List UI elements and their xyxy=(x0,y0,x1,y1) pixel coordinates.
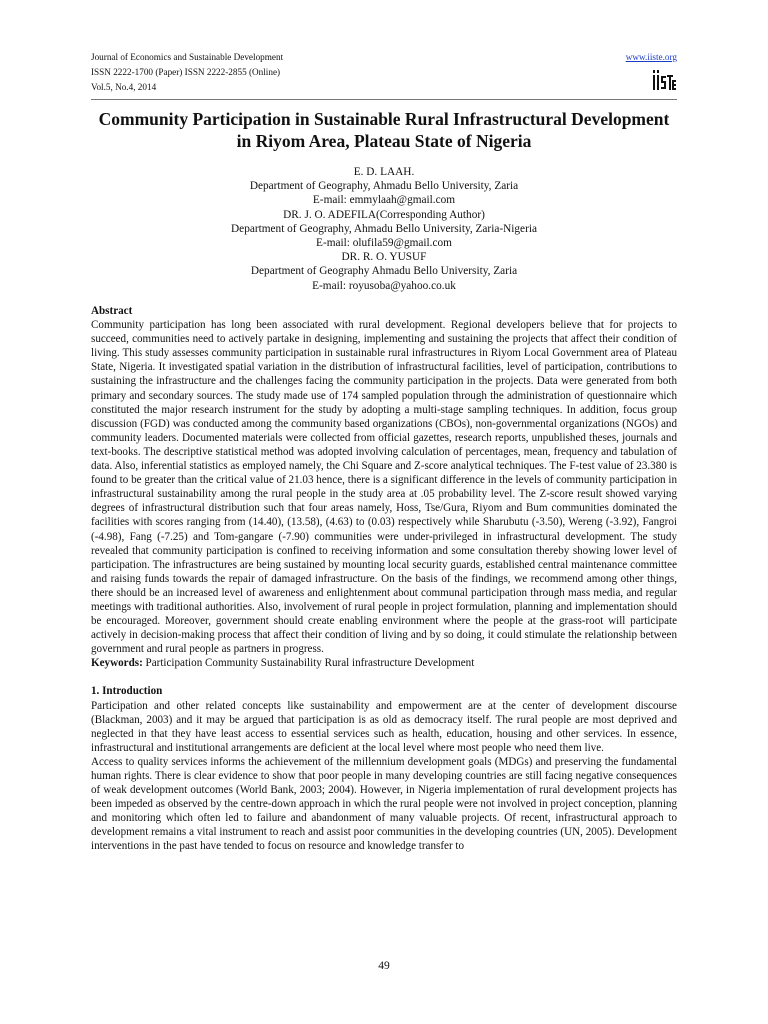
section-spacer xyxy=(91,670,677,684)
journal-header xyxy=(91,50,677,100)
keywords-line xyxy=(91,656,677,670)
author-name: E. D. LAAH. xyxy=(353,166,415,178)
journal-issn: ISSN 2222-1700 (Paper) ISSN 2222-2855 (Online) xyxy=(91,67,281,77)
author-email: E-mail: olufila59@gmail.com xyxy=(316,237,452,250)
author-email: E-mail: emmylaah@gmail.com xyxy=(312,194,456,207)
author-affiliation: Department of Geography, Ahmadu Bello University, Zaria xyxy=(249,180,519,193)
page-number: 49 xyxy=(378,960,390,972)
introduction-heading: 1. Introduction xyxy=(91,685,163,698)
header-divider xyxy=(91,99,677,100)
journal-volume: Vol.5, No.4, 2014 xyxy=(91,82,157,92)
introduction-paragraph: Access to quality services informs the achievement of the millennium development goals (MDGs) and preserving the fundamental human rights. There is clear evidence to show that poor people in many developing countries are still facing negative consequences of weak development outcomes (World Bank, 2003; 2004). However, in Nigeria implementation of rural development projects has been impeded as observed by the centre-down approach in which the rural people were not involved in project conception, planning and monitoring which often led to failure and abandonment of many valuable projects. Of recent, infrastructural approach to development remains a vital instrument to reach and assist poor communities in the developing countries (UN, 2005). Development interventions in the past have tended to focus on resource and knowledge transfer to xyxy=(91,755,677,853)
keywords-text: Participation Community Sustainability Rural infrastructure Development xyxy=(145,657,475,670)
author-email: E-mail: royusoba@yahoo.co.uk xyxy=(312,279,456,292)
paper-body xyxy=(91,304,677,854)
introduction-paragraph: Participation and other related concepts like sustainability and empowerment are at the center of development discourse (Blackman, 2003) and it may be argued that participation is as old as democracy itself. The rural people are most deprived and neglected in that they have least access to essential services such as health, education, housing and other services. In essence, infrastructural and institutional arrangements are deficient at the local level where most people who need them live. xyxy=(91,699,677,754)
author-name: DR. J. O. ADEFILA(Corresponding Author) xyxy=(283,208,485,221)
journal-name: Journal of Economics and Sustainable Development xyxy=(91,52,284,62)
journal-url-link[interactable]: www.iiste.org xyxy=(625,52,677,62)
paper-title: Community Participation in Sustainable Rural Infrastructural Development in Riyom Area, Plateau State of Nigeria xyxy=(98,109,670,151)
iiste-logo-icon xyxy=(651,70,677,92)
keywords-label: Keywords: xyxy=(91,657,143,670)
author-block xyxy=(91,165,677,293)
author-affiliation: Department of Geography Ahmadu Bello University, Zaria xyxy=(250,265,518,278)
abstract-heading: Abstract xyxy=(91,305,133,317)
journal-info xyxy=(91,50,283,95)
author-affiliation: Department of Geography, Ahmadu Bello University, Zaria-Nigeria xyxy=(231,222,537,235)
abstract-text: Community participation has long been associated with rural development. Regional developers believe that for projects to succeed, communities need to actively partake in designing, implementing and sustaining the projects that affect their condition of living. This study assesses community participation in sustainable rural infrastructures in Riyom Local Government area of Plateau State, Nigeria. It investigated spatial variation in the distribution of infrastructural facilities, level of participation, contributions to sustaining the infrastructure and the challenges facing the community participation in the projects. Data were generated from both primary and secondary sources. The study made use of 174 sampled population through the administration of questionnaire which constituted the major research instrument for the study by adopting a multi-stage sampling techniques. In addition, focus group discussion (FGD) was conducted among the community based organizations (CBOs), non-governmental organizations (NGOs) and community leaders. Documented materials were collected from official gazettes, research reports, unpublished theses, journals and text-books. The descriptive statistical method was adopted involving calculation of percentages, mean, frequency and tabulation of data. Also, inferential statistics as employed namely, the Chi Square and Z-score analytical techniques. The F-test value of 23.380 is found to be greater than the critical value of 21.03 hence, there is a significant difference in the levels of community participation in infrastructural sustainability among the rural people in the study area at .05 probability level. The Z-score result showed varying degrees of infrastructural distribution such that four areas namely, Hoss, Tse/Gura, Riyom and Bum communities dominated the facilities with scores ranging from (14.40), (13.58), (4.63) to (0.03) respectively while Sharubutu (-3.50), Wereng (-3.92), Fangroi (-4.98), Fang (-7.25) and Tom-gangare (-7.90) communities were under-privileged in infrastructural development. The study revealed that community participation is confined to receiving information and some consultation thereby showing lower level of participation. The infrastructures are being sustained by mounting local security guards, established central maintenance committee and raising funds towards the repair of damaged infrastructure. On the basis of the findings, we recommend among other things, there should be an increased level of awareness and enlightenment about communal participation through mass media, and regular meetings with traditional authorities. Also, involvement of rural people in project formulation, planning and implementation should be encouraged. Moreover, government should create enabling environment where the people at the grass-root will participate actively in decision-making process that affect their condition of living and by so doing, it could stimulate the relationship between government and rural people as partners in progress. xyxy=(91,319,677,656)
author-name: DR. R. O. YUSUF xyxy=(341,251,427,264)
